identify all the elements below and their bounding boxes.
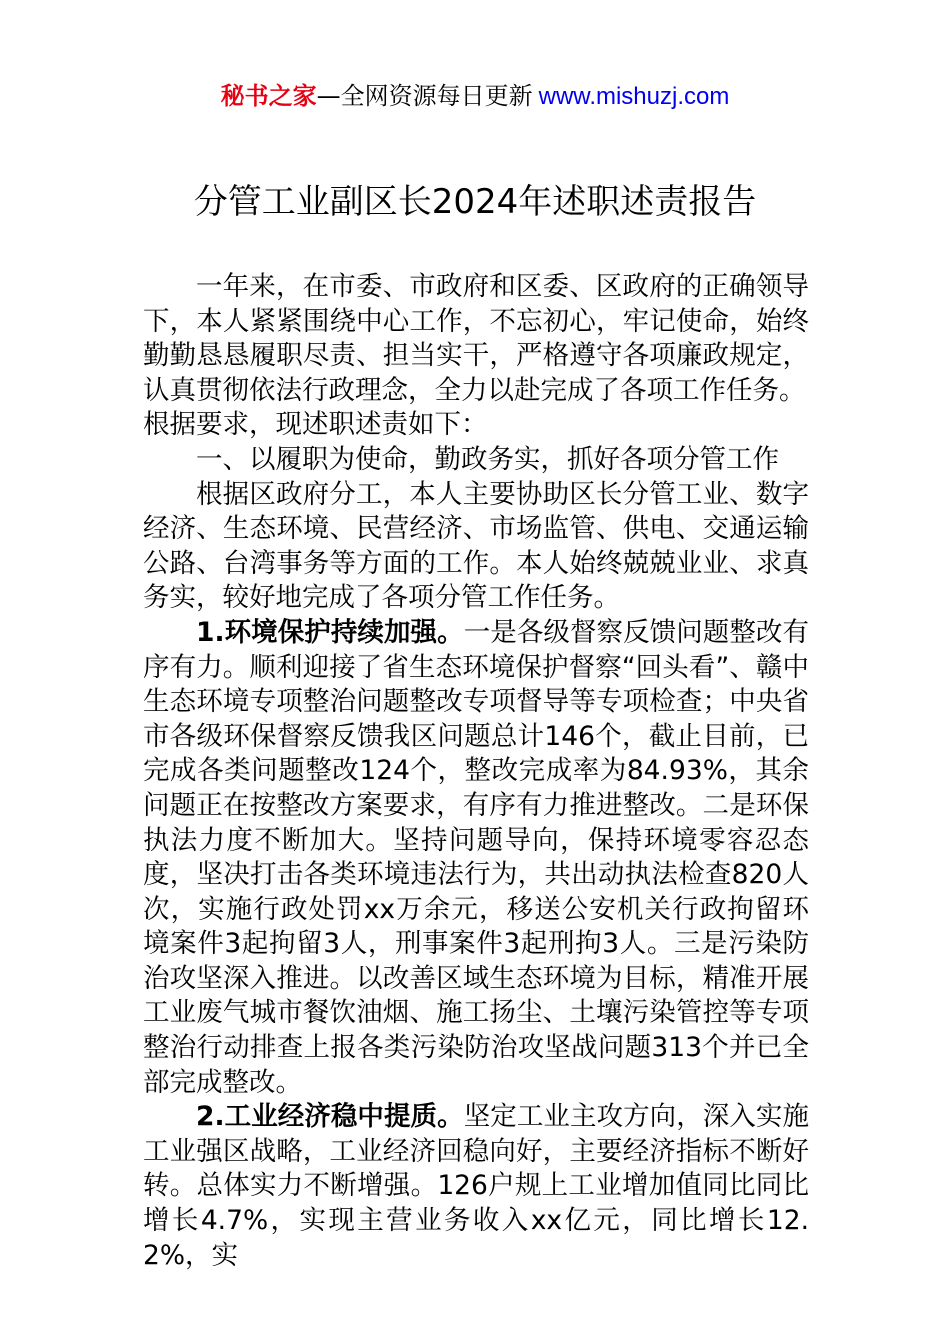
site-url-link[interactable]: www.mishuzj.com [538, 83, 730, 110]
section-1-paragraph: 根据区政府分工，本人主要协助区长分管工业、数字经济、生态环境、民营经济、市场监管、供电、交通运输公路、台湾事务等方面的工作。本人始终兢兢业业、求真务实，较好地完成了各项分管工作任务。 [143, 478, 809, 614]
site-header-banner [0, 80, 950, 113]
intro-transition-paragraph: 根据要求，现述职述责如下： [143, 409, 488, 441]
site-brand-name: 秘书之家 [220, 82, 317, 110]
document-title: 分管工业副区长2024年述职述责报告 [193, 182, 757, 222]
item-2-body: 坚定工业主攻方向，深入实施工业强区战略，工业经济回稳向好，主要经济指标不断好转。总体实力不断增强。126户规上工业增加值同比同比增长4.7%，实现主营业务收入xx亿元，同比增长12.2%，实 [143, 1101, 809, 1271]
section-1-heading: 一、以履职为使命，勤政务实，抓好各项分管工作 [196, 443, 779, 475]
intro-paragraph: 一年来，在市委、市政府和区委、区政府的正确领导下，本人紧紧围绕中心工作，不忘初心，牢记使命，始终勤勤恳恳履职尽责、担当实干，严格遵守各项廉政规定，认真贯彻依法行政理念，全力以赴完成了各项工作任务。 [143, 271, 809, 406]
site-slogan: —全网资源每日更新 [316, 82, 533, 110]
item-1-lead: 1.环境保护持续加强。 [196, 616, 464, 648]
item-1-body: 一是各级督察反馈问题整改有序有力。顺利迎接了省生态环境保护督察“回头看”、赣中生态环境专项整治问题整改专项督导等专项检查；中央省市各级环保督察反馈我区问题总计146个，截止目前，已完成各类问题整改124个，整改完成率为84.93%，其余问题正在按整改方案要求，有序有力推进整改。二是环保执法力度不断加大。坚持问题导向，保持环境零容忍态度，坚决打击各类环境违法行为，共出动执法检查820人次，实施行政处罚xx万余元，移送公安机关行政拘留环境案件3起拘留3人，刑事案件3起刑拘3人。三是污染防治攻坚深入推进。以改善区域生态环境为目标，精准开展工业废气城市餐饮油烟、施工扬尘、土壤污染管控等专项整治行动排查上报各类污染防治攻坚战问题313个并已全部完成整改。 [143, 616, 809, 1098]
item-2-paragraph [143, 1100, 809, 1273]
document-body [143, 270, 809, 1273]
item-2-lead: 2.工业经济稳中提质。 [196, 1101, 464, 1133]
item-1-paragraph [143, 616, 809, 1100]
